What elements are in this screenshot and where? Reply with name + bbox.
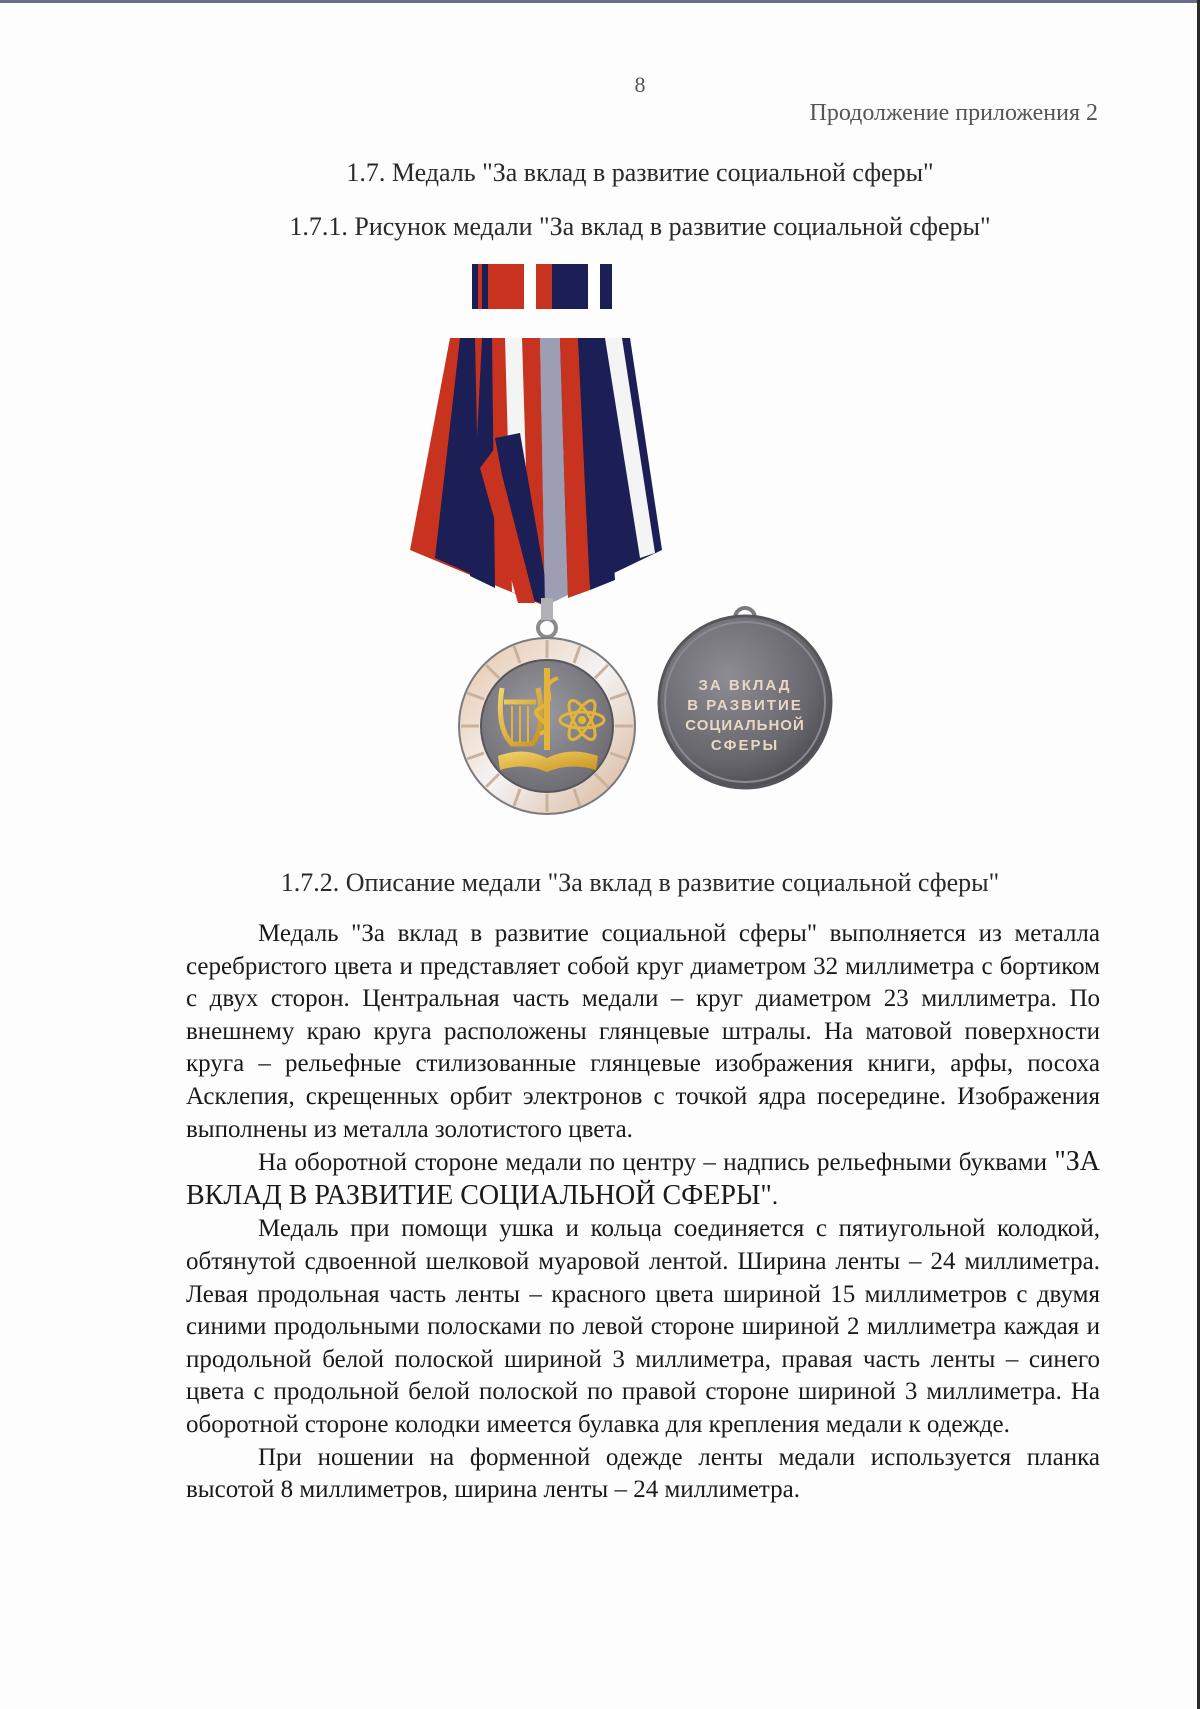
description-body <box>186 918 1100 1507</box>
medal-obverse <box>459 638 635 814</box>
section-heading: 1.7. Медаль "За вклад в развитие социальной сферы" <box>346 158 934 187</box>
medal-ring <box>538 619 556 637</box>
reverse-inscription-text: "ЗА ВКЛАД В РАЗВИТИЕ СОЦИАЛЬНОЙ СФЕРЫ" <box>186 1146 1100 1211</box>
reverse-line-1: ЗА ВКЛАД <box>698 677 792 694</box>
paragraph-reverse <box>186 1146 1100 1213</box>
paragraph-material: Медаль "За вклад в развитие социальной сферы" выполняется из металла серебристого цвета и представляет собой круг диаметром 32 миллиметра с бортиком с двух сторон. Центральная часть медали – круг диаметром 23 миллиметра. По внешнему краю круга расположены глянцевые штралы. На матовой поверхности круга – рельефные стилизованные глянцевые изображения книги, арфы, посоха Асклепия, скрещенных орбит электронов с точкой ядра посередине. Изображения выполнены из металла золотистого цвета. <box>186 920 1100 1143</box>
medal-figure <box>400 258 940 818</box>
figure-heading: 1.7.1. Рисунок медали "За вклад в развитие социальной сферы" <box>289 212 991 241</box>
paragraph-reverse-end: . <box>771 1182 779 1210</box>
scan-edge-top <box>0 0 1200 3</box>
paragraph-reverse-text: На оборотной стороне медали по центру – надпись рельефными буквами <box>258 1149 1055 1177</box>
reverse-line-3: СОЦИАЛЬНОЙ <box>685 717 805 734</box>
paragraph-bar: При ношении на форменной одежде ленты медали используется планка высотой 8 миллиметров, ширина ленты – 24 миллиметра. <box>186 1443 1100 1504</box>
medal-reverse <box>659 608 831 788</box>
ribbon-block <box>410 338 662 606</box>
reverse-line-2: В РАЗВИТИЕ <box>687 697 803 714</box>
reverse-line-4: СФЕРЫ <box>710 737 780 754</box>
ribbon-bar <box>472 264 612 309</box>
paragraph-ribbon: Медаль при помощи ушка и кольца соединяется с пятиугольной колодкой, обтянутой сдвоенной шелковой муаровой лентой. Ширина ленты – 24 миллиметра. Левая продольная часть ленты – красного цвета шириной 15 миллиметров с двумя синими продольными полосками по левой стороне шириной 2 миллиметра каждая и продольной белой полоской шириной 3 миллиметра, правая часть ленты – синего цвета с продольной белой полоской по правой стороне шириной 3 миллиметра. На оборотной стороне колодки имеется булавка для крепления медали к одежде. <box>186 1215 1100 1438</box>
description-heading: 1.7.2. Описание медали "За вклад в развитие социальной сферы" <box>280 868 1000 897</box>
continuation-note: Продолжение приложения 2 <box>809 100 1098 126</box>
page-number: 8 <box>634 72 646 97</box>
